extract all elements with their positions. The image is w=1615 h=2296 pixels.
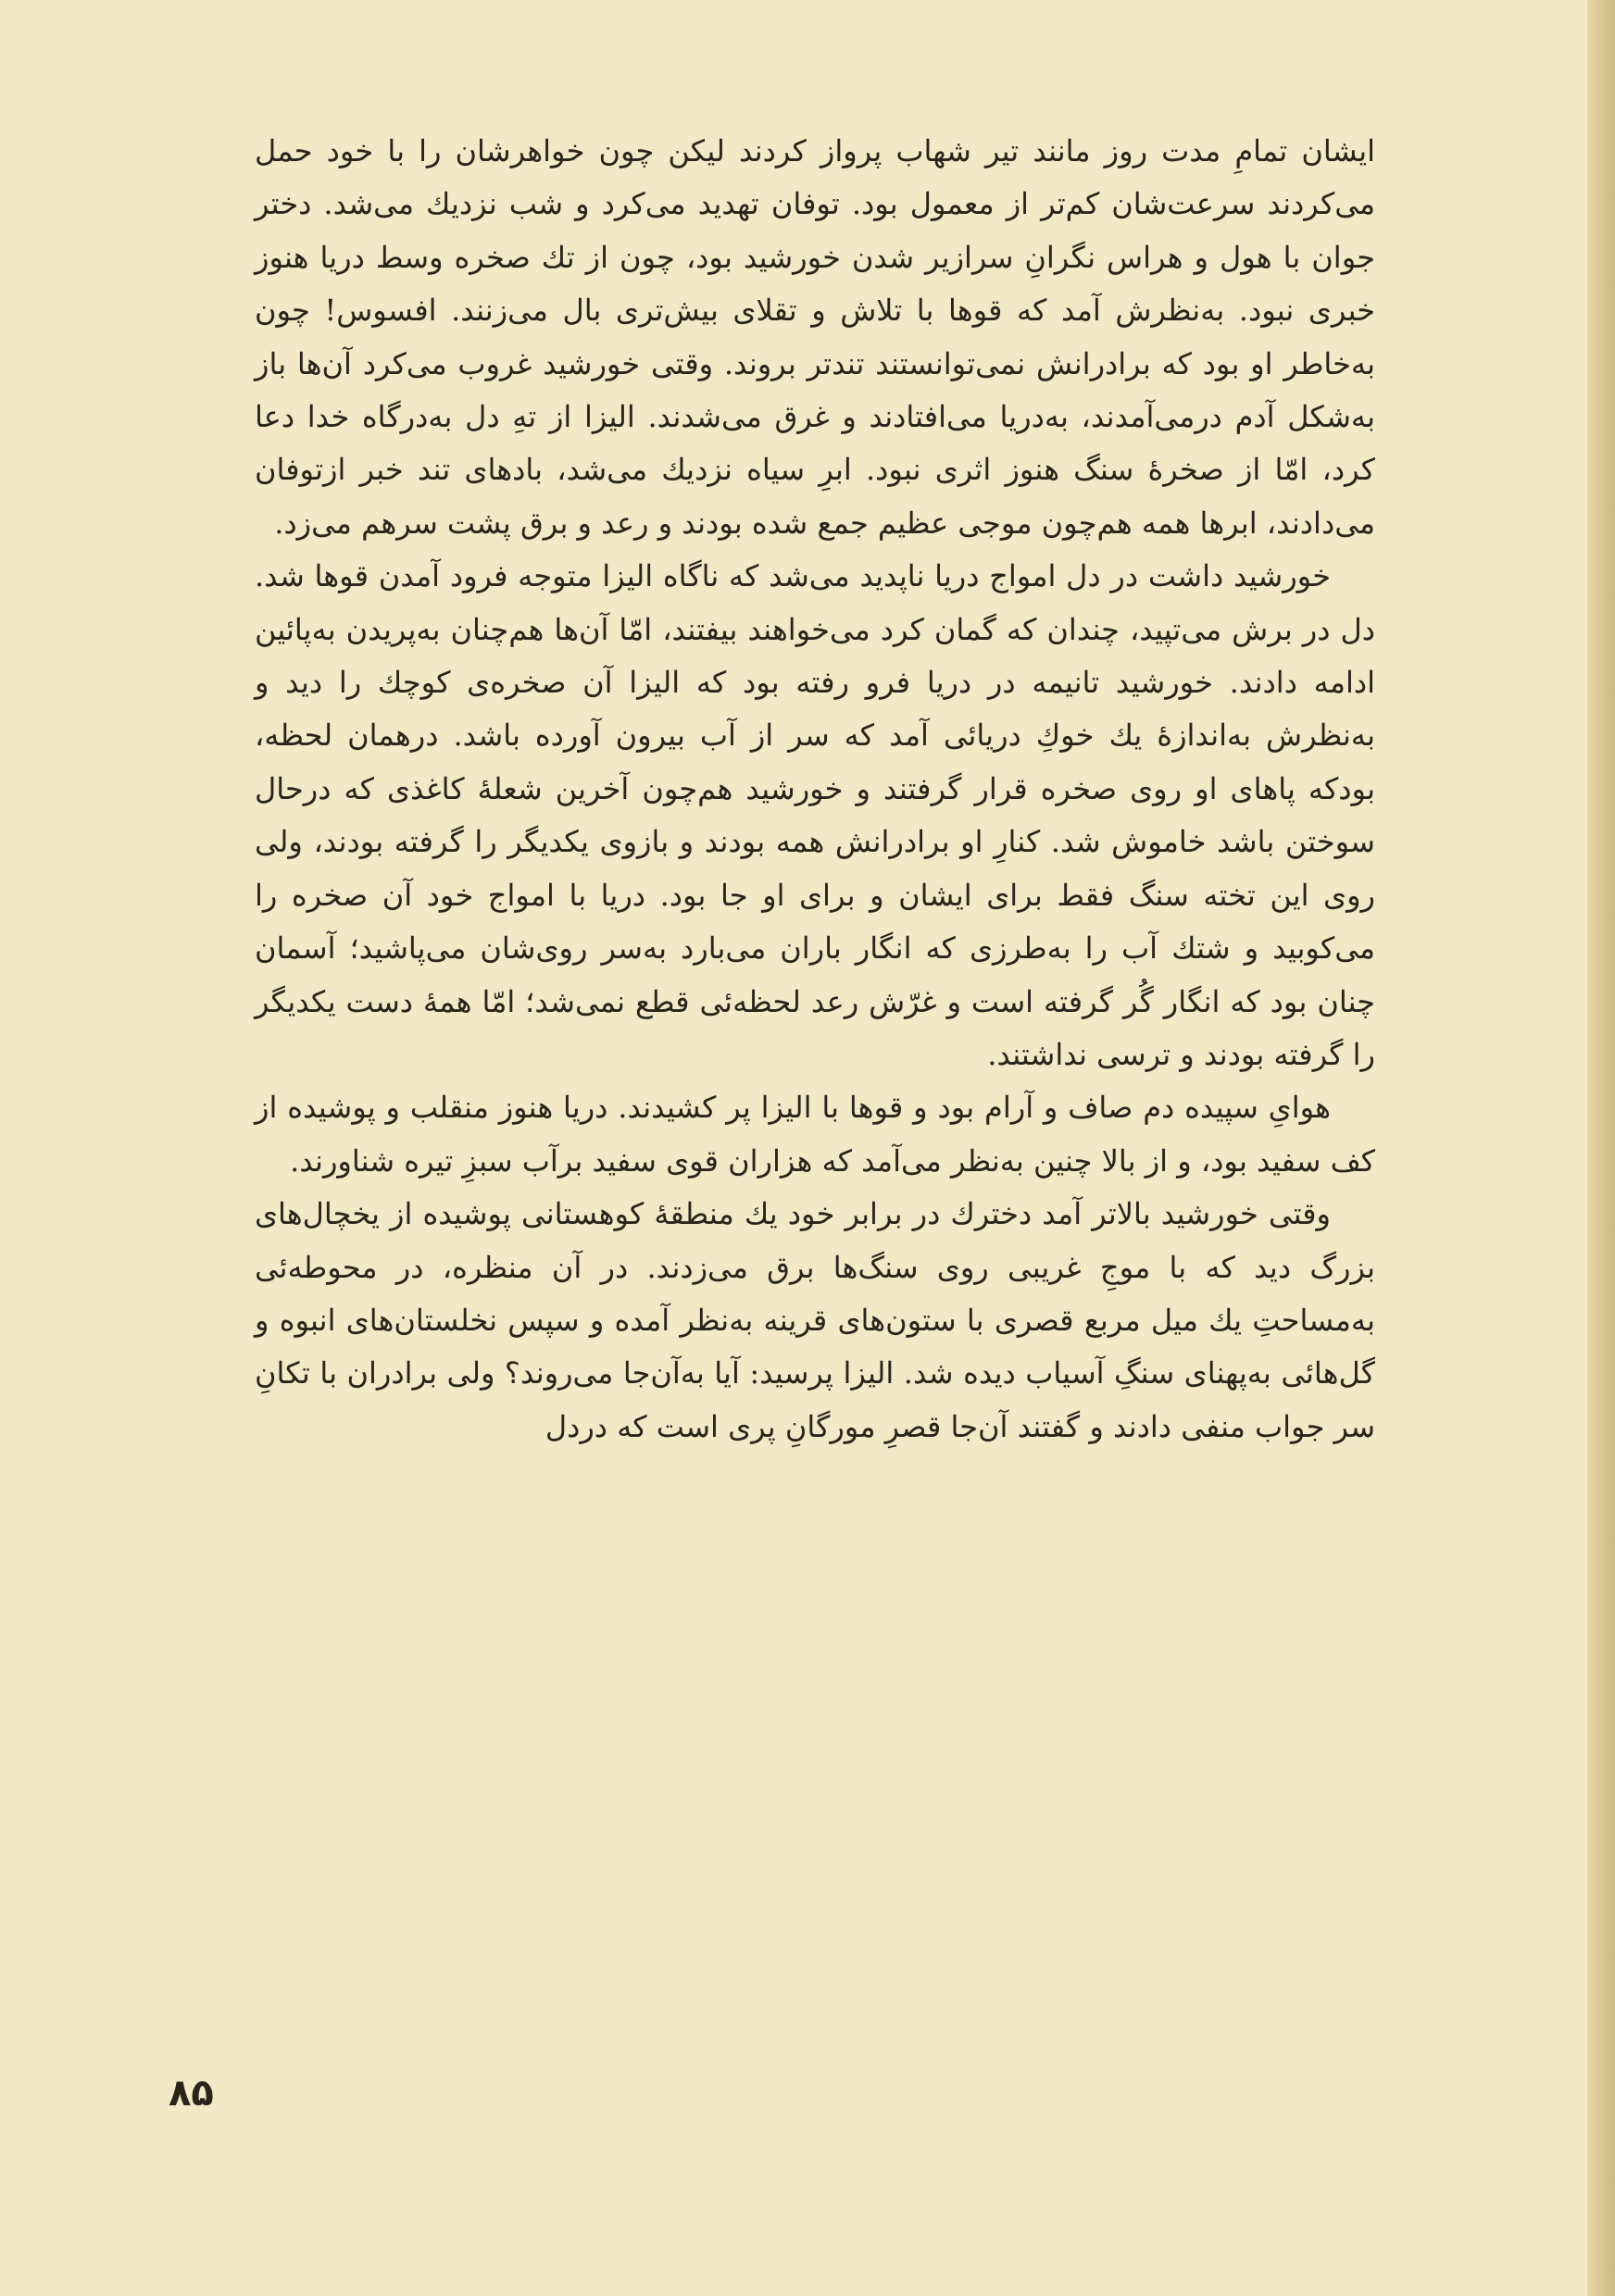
page-number: ۸۵ xyxy=(169,2072,214,2115)
paragraph-2: خورشید داشت در دل امواج دریا ناپدید می‌شد که ناگاه الیزا متوجه فرود آمدن قوها شد. دل در برش می‌تپید، چندان که گمان کرد می‌خواهند بیفتند، امّا آن‌ها هم‌چنان به‌پریدن به‌پائین ادامه دادند. خورشید تانیمه در دریا فرو رفته بود که الیزا آن صخره‌ی کوچك را دید و به‌نظرش به‌اندازهٔ یك خوكِ دریائی آمد که سر از آب بیرون آورده باشد. درهمان لحظه، بودکه پاهای او روی صخره قرار گرفتند و خورشید هم‌چون آخرین شعلهٔ کاغذی که درحال سوختن باشد خاموش شد. کنارِ او برادرانش همه بودند و بازوی یکدیگر را گرفته بودند، ولی روی این تخته سنگ فقط برای ایشان و برای او جا بود. دریا با امواج خود آن صخره را می‌کوبید و شتك آب را به‌طرزی که انگار باران می‌بارد به‌سر روی‌شان می‌پاشید؛ آسمان چنان بود که انگار گُر گرفته است و غرّش رعد لحظه‌ئی قطع نمی‌شد؛ امّا همهٔ دست یکدیگر را گرفته بودند و ترسی نداشتند. xyxy=(255,558,1376,1072)
body-text xyxy=(255,125,1375,1454)
paragraph-1: ایشان تمامِ مدت روز مانند تیر شهاب پرواز کردند لیکن چون خواهرشان را با خود حمل می‌کردند سرعت‌شان کم‌تر از معمول بود. توفان تهدید می‌کرد و شب نزدیك می‌شد. دختر جوان با هول و هراس نگرانِ سرازیر شدن خورشید بود، چون از تك صخره وسط دریا هنوز خبری نبود. به‌نظرش آمد که قوها با تلاش و تقلای بیش‌تری بال می‌زنند. افسوس! چون به‌خاطر او بود که برادرانش نمی‌توانستند تندتر بروند. وقتی خورشید غروب می‌کرد آن‌ها باز به‌شکل آدم درمی‌آمدند، به‌دریا می‌افتادند و غرق می‌شدند. الیزا از تهِ دل به‌درگاه خدا دعا کرد، امّا از صخرهٔ سنگ هنوز اثری نبود. ابرِ سیاه نزدیك می‌شد، بادهای تند خبر ازتوفان می‌دادند، ابرها همه هم‌چون موجی عظیم جمع شده بودند و رعد و برق پشت سرهم می‌زد. xyxy=(255,133,1376,541)
paragraph-4: وقتی خورشید بالاتر آمد دخترك در برابر خود یك منطقهٔ کوهستانی پوشیده از یخچال‌های بزرگ دید که با موجِ غریبی روی سنگ‌ها برق می‌زدند. در آن منظره، در محوطه‌ئی به‌مساحتِ یك میل مربع قصری با ستون‌های قرینه به‌نظر آمده و سپس نخلستان‌های انبوه و گل‌هائی به‌پهنای سنگِ آسیاب دیده شد. الیزا پرسید: آیا به‌آن‌جا می‌روند؟ ولی برادران با تکانِ سر جواب منفی دادند و گفتند آن‌جا قصرِ مورگانِ پری است که دردل xyxy=(255,1196,1375,1444)
paragraph-3: هوایِ سپیده دم صاف و آرام بود و قوها با الیزا پر کشیدند. دریا هنوز منقلب و پوشیده از کف سفید بود، و از بالا چنین به‌نظر می‌آمد که هزاران قوی سفید برآب سبزِ تیره شناورند. xyxy=(255,1090,1375,1179)
page-edge xyxy=(1587,0,1615,2296)
